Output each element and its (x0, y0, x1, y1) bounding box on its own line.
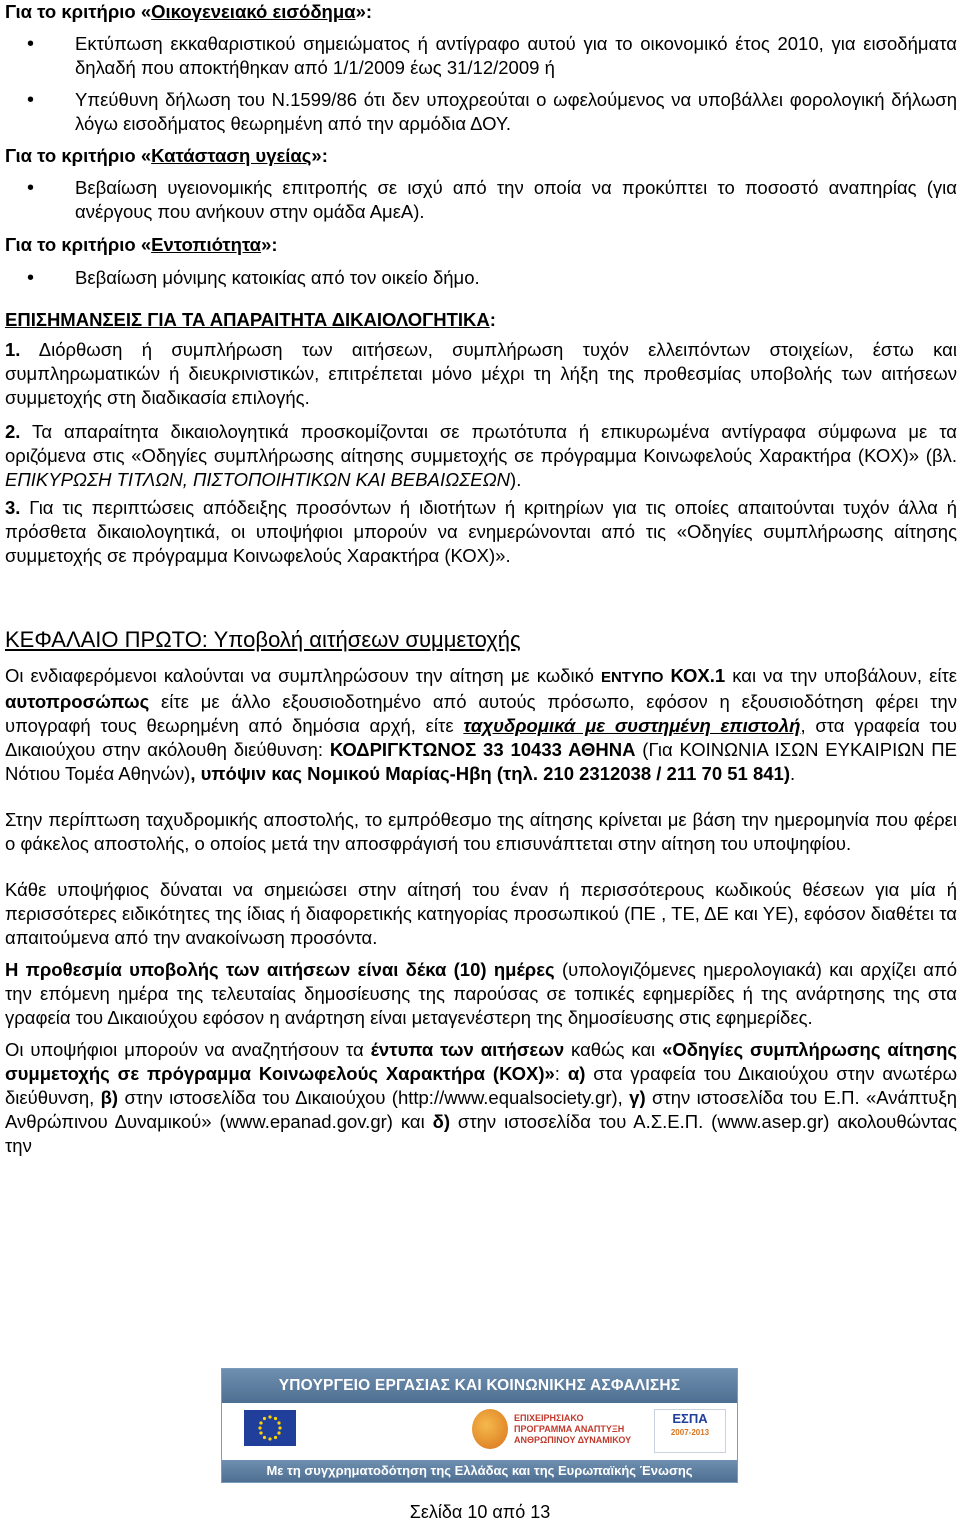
chapter-paragraph-3: Κάθε υποψήφιος δύναται να σημειώσει στην αίτησή του έναν ή περισσότερους κωδικούς θέσεων για μία ή περισσότερες ειδικότητες της ίδιας ή διαφορετικής κατηγορίας προσωπικού (ΠΕ , ΤΕ, ΔΕ και ΥΕ), εφόσον διαθέτει τα απαιτούμενα από την ανακοίνωση προσόντα. (5, 879, 957, 948)
criterion-income-name: Οικογενειακό εισόδημα (151, 1, 356, 22)
program-logo-icon (472, 1409, 508, 1449)
notes-heading: ΕΠΙΣΗΜΑΝΣΕΙΣ ΓΙΑ ΤΑ ΑΠΑΡΑΙΤΗΤΑ ΔΙΚΑΙΟΛΟΓΗΤΙΚΑ: (5, 309, 496, 330)
funding-banner (221, 1368, 738, 1483)
criterion-income-list (5, 32, 957, 136)
criterion-locality-heading: Για το κριτήριο «Εντοπιότητα»: (5, 234, 278, 255)
criterion-health-list (5, 176, 957, 224)
eu-flag-icon (244, 1410, 296, 1446)
criterion-locality-list (5, 266, 957, 290)
page-number: Σελίδα 10 από 13 (409, 1502, 551, 1522)
criterion-locality-name: Εντοπιότητα (151, 234, 262, 255)
list-item: • Υπεύθυνη δήλωση του Ν.1599/86 ότι δεν υποχρεούται ο ωφελούμενος να υποβάλλει φορολογική δήλωση λόγω εισοδήματος θεωρημένη από την αρμόδια ΔΟΥ. (5, 88, 957, 136)
espa-logo: ΕΣΠΑ 2007-2013 (654, 1409, 726, 1453)
chapter-paragraph-2: Στην περίπτωση ταχυδρομικής αποστολής, το εμπρόθεσμο της αίτησης κρίνεται με βάση την ημερομηνία που φέρει ο φάκελος αποστολής, ο οποίος μετά την αποσφράγισή του επισυνάπτεται στην αίτηση του υποψηφίου. (5, 809, 957, 854)
criterion-health-heading: Για το κριτήριο «Κατάσταση υγείας»: (5, 145, 328, 166)
ministry-title: ΥΠΟΥΡΓΕΙΟ ΕΡΓΑΣΙΑΣ ΚΑΙ ΚΟΙΝΩΝΙΚΗΣ ΑΣΦΑΛΙΣΗΣ (222, 1369, 737, 1403)
document-page (5, 0, 957, 1158)
program-name: ΕΠΙΧΕΙΡΗΣΙΑΚΟ ΠΡΟΓΡΑΜΜΑ ΑΝΑΠΤΥΞΗ ΑΝΘΡΩΠΙΝΟΥ ΔΥΝΑΜΙΚΟΥ (514, 1413, 632, 1445)
chapter-paragraph-5: Οι υποψήφιοι μπορούν να αναζητήσουν τα έντυπα των αιτήσεων καθώς και «Οδηγίες συμπλήρωσης αίτησης συμμετοχής σε πρόγραμμα Κοινωφελούς Χαρακτήρα (ΚΟΧ)»: α) στα γραφεία του Δικαιούχου στην ανωτέρω διεύθυνση, β) στην ιστοσελίδα του Δικαιούχου (http://www.equalsociety.gr), γ) στην ιστοσελίδα του Ε.Π. «Ανάπτυξη Ανθρώπινου Δυναμικού» (www.epanad.gov.gr) και δ) στην ιστοσελίδα του Α.Σ.Ε.Π. (www.asep.gr) ακολουθώντας την (5, 1039, 958, 1156)
cofunding-text: Με τη συγχρηματοδότηση της Ελλάδας και της Ευρωπαϊκής Ένωσης (222, 1460, 737, 1482)
chapter-title: ΚΕΦΑΛΑΙΟ ΠΡΩΤΟ: Υποβολή αιτήσεων συμμετοχής (5, 627, 521, 652)
criterion-income-heading: Για το κριτήριο «Οικογενειακό εισόδημα»: (5, 1, 373, 22)
list-item: • Βεβαίωση μόνιμης κατοικίας από τον οικείο δήμο. (5, 266, 957, 290)
criterion-health-name: Κατάσταση υγείας (151, 145, 312, 166)
list-item: • Εκτύπωση εκκαθαριστικού σημειώματος ή αντίγραφο αυτού για το οικονομικό έτος 2010, για εισοδήματα δηλαδή που αποκτήθηκαν από 1/1/2009 έως 31/12/2009 ή (5, 32, 957, 80)
list-item: • Βεβαίωση υγειονομικής επιτροπής σε ισχύ από την οποία να προκύπτει το ποσοστό αναπηρίας (για ανέργους που ανήκουν στην ομάδα ΑμεΑ). (5, 176, 957, 224)
chapter-paragraph-4: Η προθεσμία υποβολής των αιτήσεων είναι δέκα (10) ημέρες (υπολογιζόμενες ημερολογιακά) και αρχίζει από την επόμενη ημέρα της τελευταίας δημοσίευσης της παρούσας σε τοπικές εφημερίδες ή της ανάρτησης της στα γραφεία του Δικαιούχου εφόσον η ανάρτηση είναι μεταγενέστερη της δημοσίευσης στις εφημερίδες. (5, 959, 958, 1028)
note-3: 3. Για τις περιπτώσεις απόδειξης προσόντων ή ιδιοτήτων ή κριτηρίων για τις οποίες απαιτούνται τυχόν άλλα ή πρόσθετα δικαιολογητικά, οι υποψήφιοι μπορούν να ενημερώνονται από τις «Οδηγίες συμπλήρωσης αίτησης συμμετοχής σε πρόγραμμα Κοινωφελούς Χαρακτήρα (ΚΟΧ)». (5, 497, 957, 566)
note-2: 2. Τα απαραίτητα δικαιολογητικά προσκομίζονται σε πρωτότυπα ή επικυρωμένα αντίγραφα σύμφωνα με τα οριζόμενα στις «Οδηγίες συμπλήρωσης αίτησης συμμετοχής σε πρόγραμμα Κοινωφελούς Χαρακτήρα (ΚΟΧ)» (βλ. ΕΠΙΚΥΡΩΣΗ ΤΙΤΛΩΝ, ΠΙΣΤΟΠΟΙΗΤΙΚΩΝ ΚΑΙ ΒΕΒΑΙΩΣΕΩΝ). (5, 421, 957, 490)
note-1: 1. Διόρθωση ή συμπλήρωση των αιτήσεων, συμπλήρωση τυχόν ελλειπόντων στοιχείων, έστω και συμπληρωματικών ή διευκρινιστικών, επιτρέπεται μόνο μέχρι τη λήξη της προθεσμίας υποβολής των αιτήσεων συμμετοχής στη διαδικασία επιλογής. (5, 339, 957, 408)
chapter-paragraph-1: Οι ενδιαφερόμενοι καλούνται να συμπληρώσουν την αίτηση με κωδικό ΕΝΤΥΠΟ ΚΟΧ.1 και να την υποβάλουν, είτε αυτοπροσώπως είτε με άλλο εξουσιοδοτημένο από αυτούς πρόσωπο, εφόσον η εξουσιοδότηση φέρει την υπογραφή τους θεωρημένη από δημόσια αρχή, είτε ταχυδρομικά με συστημένη επιστολή, στα γραφεία του Δικαιούχου στην ακόλουθη διεύθυνση: ΚΟΔΡΙΓΚΤΩΝΟΣ 33 10433 ΑΘΗΝΑ (Για ΚΟΙΝΩΝΙΑ ΙΣΩΝ ΕΥΚΑΙΡΙΩΝ ΠΕ Νότιου Τομέα Αθηνών), υπόψιν κας Νομικού Μαρίας-Ηβη (τηλ. 210 2312038 / 211 70 51 841). (5, 665, 958, 784)
